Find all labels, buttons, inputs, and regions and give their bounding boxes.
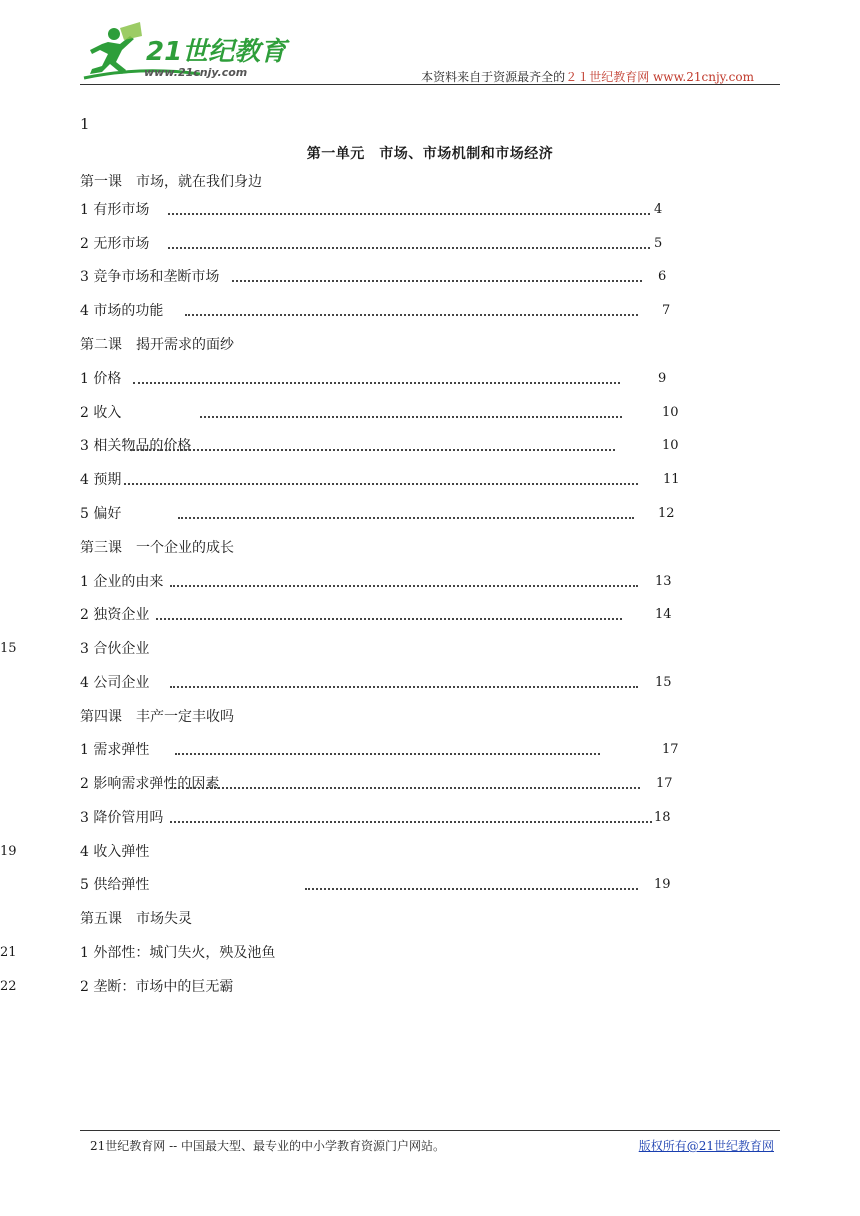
toc-leader-dots: [305, 886, 638, 890]
toc-page-number[interactable]: 22: [0, 979, 17, 994]
toc-leader-dots: [175, 751, 600, 755]
toc-item-label[interactable]: 4 收入弹性: [80, 844, 150, 860]
toc-page-number[interactable]: 15: [655, 675, 672, 690]
toc-item-label[interactable]: 3 合伙企业: [80, 641, 150, 657]
toc-page-number[interactable]: 14: [655, 607, 672, 622]
tagline-prefix: 本资料来自于资源最齐全的: [421, 70, 566, 84]
page-number: 1: [80, 115, 90, 133]
toc-item-label[interactable]: 5 供给弹性: [80, 877, 150, 893]
toc-leader-dots: [232, 278, 642, 282]
toc-item-label[interactable]: 2 无形市场: [80, 236, 150, 252]
toc-page-number[interactable]: 9: [658, 371, 667, 386]
toc-item-label[interactable]: 3 竞争市场和垄断市场: [80, 269, 220, 285]
toc-page-number[interactable]: 6: [658, 269, 667, 284]
toc-leader-dots: [168, 211, 650, 215]
toc-leader-dots: [178, 515, 634, 519]
logo-brand-text: 21世纪教育: [146, 37, 287, 67]
toc-page-number[interactable]: 13: [655, 574, 672, 589]
toc-page-number[interactable]: 10: [662, 438, 679, 453]
toc-leader-dots: [170, 785, 640, 789]
toc-leader-dots: [200, 414, 622, 418]
toc-item-label[interactable]: 2 收入: [80, 405, 122, 421]
toc-item-label[interactable]: 4 市场的功能: [80, 303, 164, 319]
toc-item-label[interactable]: 5 偏好: [80, 506, 122, 522]
toc-leader-dots: [185, 312, 638, 316]
toc-item-label[interactable]: 1 外部性：城门失火，殃及池鱼: [80, 945, 276, 961]
toc-item-label[interactable]: 4 公司企业: [80, 675, 150, 691]
toc-item-label[interactable]: 1 有形市场: [80, 202, 150, 218]
toc-leader-dots: [170, 819, 652, 823]
toc-lesson-heading: 第五课 市场失灵: [80, 911, 192, 927]
toc-lesson-heading: 第二课 揭开需求的面纱: [80, 337, 234, 353]
copyright-link[interactable]: 版权所有@21世纪教育网: [638, 1139, 774, 1153]
toc-page-number[interactable]: 18: [654, 810, 671, 825]
tagline-url[interactable]: www.21cnjy.com: [653, 70, 754, 84]
toc-lesson-heading: 第四课 丰产一定丰收吗: [80, 709, 234, 725]
toc-page-number[interactable]: 5: [654, 236, 663, 251]
toc-leader-dots: [156, 616, 622, 620]
toc-leader-dots: [124, 481, 638, 485]
toc-lesson-heading: 第一课 市场，就在我们身边: [80, 174, 262, 190]
logo-url-text: www.21cnjy.com: [144, 66, 248, 79]
toc-page-number[interactable]: 19: [0, 844, 17, 859]
toc-page-number[interactable]: 19: [654, 877, 671, 892]
toc-leader-dots: [170, 684, 638, 688]
toc-leader-dots: [133, 380, 620, 384]
toc-item-label[interactable]: 1 需求弹性: [80, 742, 150, 758]
toc-page-number[interactable]: 17: [662, 742, 679, 757]
tagline-highlight[interactable]: ２１世纪教育网: [565, 70, 650, 84]
toc-leader-dots: [130, 447, 615, 451]
toc-item-label[interactable]: 4 预期: [80, 472, 122, 488]
toc-item-label[interactable]: 3 降价管用吗: [80, 810, 164, 826]
toc-page-number[interactable]: 21: [0, 945, 17, 960]
toc-page-number[interactable]: 7: [662, 303, 671, 318]
footer-divider: [80, 1130, 780, 1131]
toc-page-number[interactable]: 12: [658, 506, 675, 521]
toc-item-label[interactable]: 1 企业的由来: [80, 574, 164, 590]
toc-item-label[interactable]: 2 独资企业: [80, 607, 150, 623]
toc-page-number[interactable]: 11: [663, 472, 680, 487]
toc-item-label[interactable]: 2 垄断：市场中的巨无霸: [80, 979, 234, 995]
footer-description: 21世纪教育网 -- 中国最大型、最专业的中小学教育资源门户网站。: [90, 1139, 446, 1153]
toc-page-number[interactable]: 17: [656, 776, 673, 791]
toc-item-label[interactable]: 2 影响需求弹性的因素: [80, 776, 220, 792]
toc-leader-dots: [170, 583, 638, 587]
unit-title: 第一单元 市场、市场机制和市场经济: [306, 146, 554, 162]
toc-lesson-heading: 第三课 一个企业的成长: [80, 540, 234, 556]
toc-leader-dots: [168, 245, 650, 249]
toc-item-label[interactable]: 3 相关物品的价格: [80, 438, 192, 454]
toc-page-number[interactable]: 4: [654, 202, 663, 217]
toc-page-number[interactable]: 15: [0, 641, 17, 656]
toc-item-label[interactable]: 1 价格: [80, 371, 122, 387]
toc-page-number[interactable]: 10: [662, 405, 679, 420]
